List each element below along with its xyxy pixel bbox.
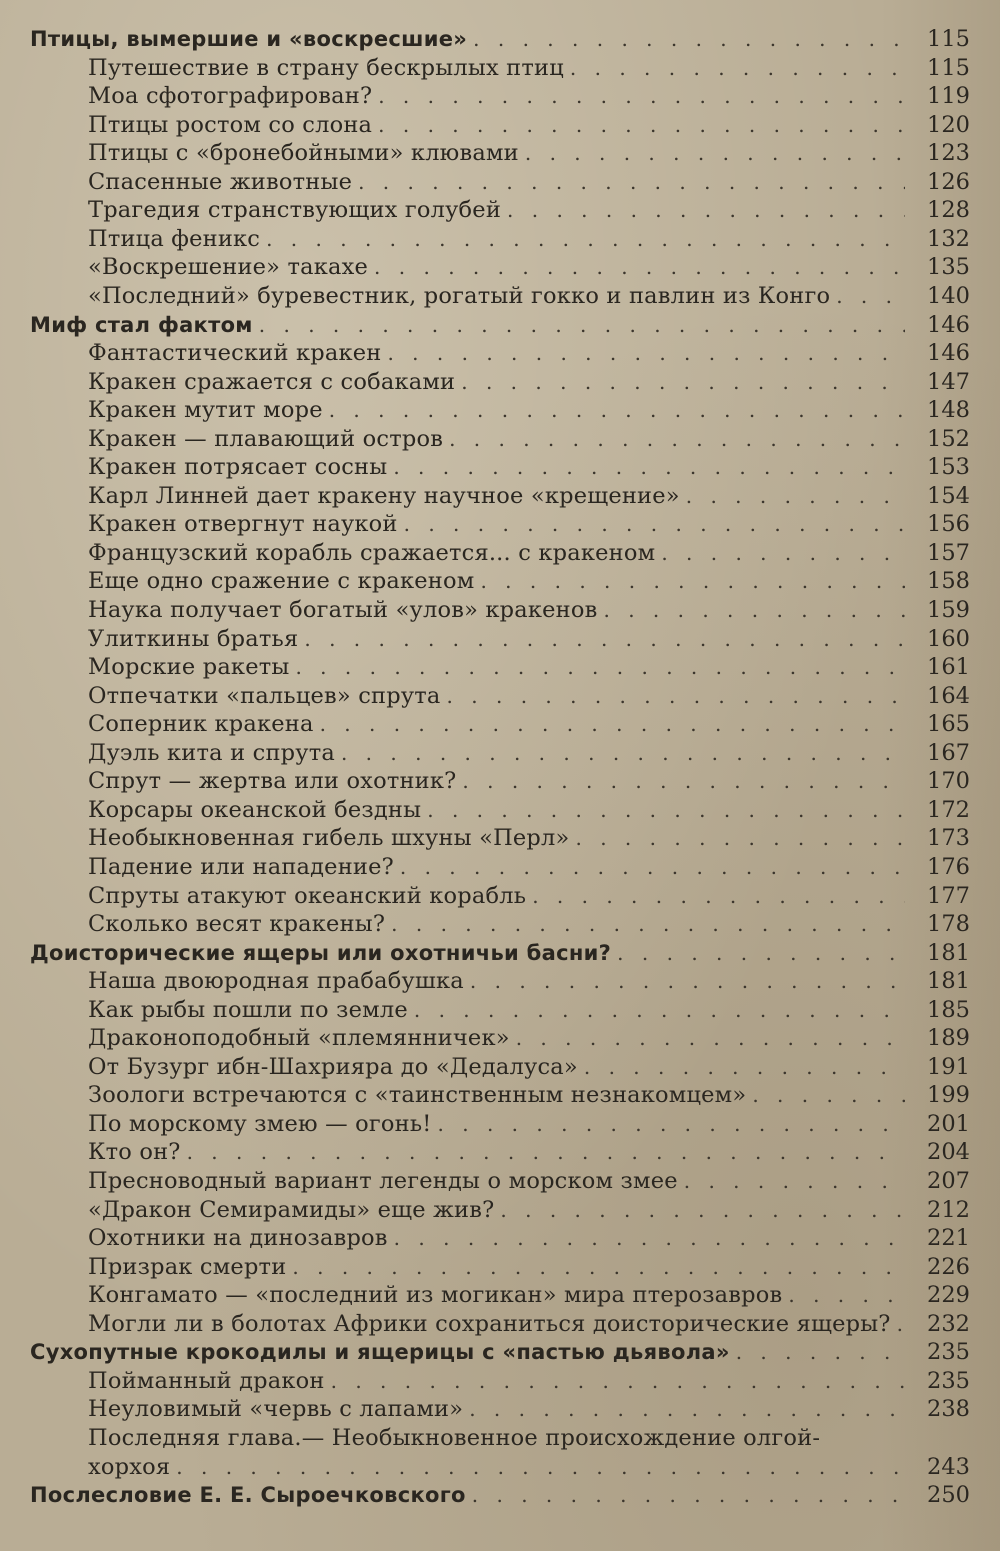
toc-entry — [0, 1053, 1000, 1081]
toc-entry — [0, 767, 1000, 795]
toc-entry-title: Кракен потрясает сосны — [88, 454, 388, 481]
toc-entry — [0, 1253, 1000, 1281]
dot-leader — [836, 282, 905, 310]
toc-entry-title: Морские ракеты — [88, 654, 290, 681]
dot-leader — [507, 196, 905, 224]
toc-page-number: 232 — [927, 1310, 970, 1337]
toc-page-number: 156 — [927, 511, 970, 538]
toc-entry — [0, 1167, 1000, 1195]
toc-chapter — [0, 1338, 1000, 1366]
toc-entry — [0, 1024, 1000, 1052]
toc-page-number: 176 — [927, 853, 970, 880]
toc-entry — [0, 596, 1000, 624]
toc-entry-title: Могли ли в болотах Африки сохраниться доисторические ящеры? — [88, 1310, 891, 1337]
dot-leader — [500, 1196, 905, 1224]
toc-entry-title: Конгамато — «последний из могикан» мира птерозавров — [88, 1282, 783, 1309]
dot-leader — [404, 510, 905, 538]
toc-entry-title: Наша двоюродная прабабушка — [88, 968, 464, 995]
toc-page-number: 164 — [927, 682, 970, 709]
dot-leader — [661, 539, 905, 567]
toc-entry-title: Пойманный дракон — [88, 1367, 325, 1394]
toc-page-number: 147 — [927, 368, 970, 395]
toc-entry — [0, 625, 1000, 653]
toc-entry-title: Необыкновенная гибель шхуны «Перл» — [88, 825, 570, 852]
toc-page-number: 250 — [927, 1482, 970, 1509]
toc-page-number: 157 — [927, 539, 970, 566]
dot-leader — [684, 1167, 905, 1195]
toc-page-number: 135 — [927, 254, 970, 281]
toc-entry — [0, 682, 1000, 710]
toc-entry — [0, 282, 1000, 310]
dot-leader — [525, 139, 905, 167]
dot-leader — [391, 910, 905, 938]
dot-leader — [473, 25, 905, 53]
dot-leader — [447, 682, 905, 710]
toc-entry-title: Наука получает богатый «улов» кракенов — [88, 597, 598, 623]
toc-entry-title: Карл Линней дает кракену научное «крещение» — [88, 482, 680, 509]
toc-page-number: 235 — [927, 1339, 970, 1366]
toc-page-number: 181 — [927, 968, 970, 995]
toc-page-number: 160 — [927, 625, 970, 652]
toc-entry-title: хорхоя — [88, 1453, 171, 1480]
toc-page-number: 173 — [927, 825, 970, 852]
toc-entry-title: Улиткины братья — [88, 625, 299, 652]
toc-page-number: 167 — [927, 739, 970, 766]
toc-entry-title: Зоологи встречаются с «таинственным незнакомцем» — [88, 1082, 747, 1109]
toc-entry — [0, 82, 1000, 110]
dot-leader — [516, 1024, 905, 1052]
toc-page-number: 189 — [927, 1025, 970, 1052]
toc-entry — [0, 1395, 1000, 1423]
dot-leader — [603, 596, 905, 624]
toc-page-number: 159 — [927, 597, 970, 623]
toc-entry-title: Моа сфотографирован? — [88, 83, 373, 110]
dot-leader — [470, 967, 905, 995]
toc-entry — [0, 1224, 1000, 1252]
dot-leader — [292, 1253, 905, 1281]
toc-entry-title: «Воскрешение» такахе — [88, 254, 369, 281]
dot-leader — [374, 253, 905, 281]
toc-entry — [0, 482, 1000, 510]
dot-leader — [576, 824, 906, 852]
toc-page-number: 178 — [927, 911, 970, 938]
toc-entry-title: Пресноводный вариант легенды о морском змее — [88, 1168, 678, 1194]
toc-page-number: 199 — [927, 1082, 970, 1109]
dot-leader — [752, 1081, 905, 1109]
toc-entry — [0, 567, 1000, 595]
dot-leader — [295, 653, 905, 681]
toc-entry — [0, 339, 1000, 367]
dot-leader — [461, 368, 905, 396]
toc-page-number: 243 — [927, 1453, 970, 1480]
toc-page-number: 146 — [927, 340, 970, 367]
toc-page-number: 181 — [927, 939, 970, 966]
toc-entry-title: Драконоподобный «племянничек» — [88, 1025, 510, 1052]
dot-leader — [584, 1053, 905, 1081]
dot-leader — [394, 1224, 905, 1252]
toc-entry-title: Сколько весят кракены? — [88, 911, 386, 938]
toc-entry — [0, 1138, 1000, 1166]
dot-leader — [320, 710, 905, 738]
toc-entry-title: Как рыбы пошли по земле — [88, 996, 408, 1023]
toc-entry — [0, 453, 1000, 481]
toc-page-number: 123 — [927, 140, 970, 167]
toc-page-number: 153 — [927, 454, 970, 481]
toc-entry-title: Птица феникс — [88, 225, 261, 252]
toc-entry — [0, 653, 1000, 681]
toc-entry — [0, 168, 1000, 196]
toc-entry-title: Еще одно сражение с кракеном — [88, 568, 475, 595]
dot-leader — [736, 1338, 905, 1366]
toc-page-number: 120 — [927, 111, 970, 138]
toc-entry — [0, 1453, 1000, 1481]
dot-leader — [438, 1110, 905, 1138]
toc-chapter — [0, 1481, 1000, 1509]
toc-entry — [0, 396, 1000, 424]
toc-entry-title: Кракен сражается с собаками — [88, 368, 456, 395]
dot-leader — [358, 168, 905, 196]
toc-chapter — [0, 311, 1000, 339]
toc-entry — [0, 225, 1000, 253]
dot-leader — [617, 939, 905, 967]
toc-entry-title: Призрак смерти — [88, 1253, 287, 1280]
dot-leader — [259, 311, 905, 339]
dot-leader — [400, 853, 905, 881]
toc-page-number: 126 — [927, 168, 970, 195]
toc-entry-title: «Дракон Семирамиды» еще жив? — [88, 1196, 495, 1223]
toc-page-number: 146 — [927, 311, 970, 338]
toc-page-number: 191 — [927, 1053, 970, 1080]
toc-entry-title: Дуэль кита и спрута — [88, 739, 335, 766]
toc-page-number: 229 — [927, 1282, 970, 1309]
toc-page-number: 148 — [927, 397, 970, 424]
toc-entry — [0, 111, 1000, 139]
dot-leader — [329, 396, 905, 424]
toc-entry — [0, 824, 1000, 852]
toc-page-number: 154 — [927, 482, 970, 509]
toc-page-number: 238 — [927, 1396, 970, 1423]
toc-page-number: 177 — [927, 882, 970, 909]
dot-leader — [331, 1367, 905, 1395]
toc-entry-title: Сухопутные крокодилы и ящерицы с «пастью дьявола» — [30, 1340, 730, 1365]
toc-page-number: 115 — [927, 26, 970, 52]
toc-entry — [0, 882, 1000, 910]
toc-page-number: 204 — [927, 1139, 970, 1166]
dot-leader — [378, 111, 905, 139]
toc-page-number: 152 — [927, 425, 970, 452]
toc-entry-title: Птицы, вымершие и «воскресшие» — [30, 27, 468, 51]
toc-page-number: 207 — [927, 1168, 970, 1194]
toc-entry-title: «Последний» буревестник, рогатый гокко и павлин из Конго — [88, 282, 831, 309]
toc-entry — [0, 996, 1000, 1024]
toc-entry-title: Спруты атакуют океанский корабль — [88, 882, 527, 909]
toc-entry — [0, 710, 1000, 738]
toc-entry — [0, 539, 1000, 567]
dot-leader — [462, 767, 905, 795]
toc-page-number: 221 — [927, 1225, 970, 1252]
toc-entry-title: Охотники на динозавров — [88, 1225, 388, 1252]
toc-entry-title: Последняя глава.— Необыкновенное происхождение олгой- — [88, 1424, 821, 1451]
toc-entry — [0, 54, 1000, 82]
toc-entry — [0, 1424, 1000, 1452]
toc-entry-title: Отпечатки «пальцев» спрута — [88, 682, 441, 709]
toc-entry-title: Кракен отвергнут наукой — [88, 511, 398, 538]
dot-leader — [686, 482, 905, 510]
toc-page-number: 172 — [927, 796, 970, 823]
toc-page-number: 161 — [927, 654, 970, 681]
toc-page-number: 226 — [927, 1253, 970, 1280]
toc-entry-title: Доисторические ящеры или охотничьи басни? — [30, 940, 612, 965]
toc-entry — [0, 1110, 1000, 1138]
toc-entry — [0, 139, 1000, 167]
toc-entry-title: Спрут — жертва или охотник? — [88, 768, 457, 795]
toc-chapter — [0, 939, 1000, 967]
dot-leader — [427, 796, 905, 824]
toc-entry — [0, 368, 1000, 396]
toc-entry-title: Послесловие Е. Е. Сыроечковского — [30, 1483, 466, 1508]
toc-page-number: 170 — [927, 768, 970, 795]
dot-leader — [176, 1453, 905, 1481]
dot-leader — [341, 739, 905, 767]
toc-entry — [0, 739, 1000, 767]
toc-entry — [0, 967, 1000, 995]
toc-entry-title: Миф стал фактом — [30, 312, 253, 337]
toc-entry-title: Корсары океанской бездны — [88, 796, 422, 823]
toc-page-number: 201 — [927, 1110, 970, 1137]
toc-page-number: 165 — [927, 711, 970, 738]
toc-page-number: 115 — [927, 54, 970, 81]
toc-entry — [0, 853, 1000, 881]
toc-entry-title: От Бузург ибн-Шахрияра до «Дедалуса» — [88, 1053, 578, 1080]
dot-leader — [570, 54, 905, 82]
dot-leader — [378, 82, 905, 110]
toc-entry-title: Падение или нападение? — [88, 853, 394, 880]
toc-entry-title: Кракен мутит море — [88, 397, 323, 424]
toc-entry-title: Спасенные животные — [88, 168, 353, 195]
toc-entry — [0, 425, 1000, 453]
toc-page-number: 212 — [927, 1196, 970, 1223]
dot-leader — [532, 882, 905, 910]
toc-entry-title: Фантастический кракен — [88, 340, 382, 367]
toc-entry — [0, 196, 1000, 224]
dot-leader — [472, 1481, 905, 1509]
dot-leader — [414, 996, 905, 1024]
toc-entry-title: Неуловимый «червь с лапами» — [88, 1396, 464, 1423]
dot-leader — [480, 567, 905, 595]
toc-entry — [0, 510, 1000, 538]
toc-entry-title: Путешествие в страну бескрылых птиц — [88, 54, 564, 81]
toc-entry-title: Птицы ростом со слона — [88, 111, 373, 138]
toc-entry-title: Соперник кракена — [88, 711, 314, 738]
dot-leader — [788, 1281, 905, 1309]
dot-leader — [449, 425, 905, 453]
toc-page-number: 128 — [927, 197, 970, 224]
dot-leader — [393, 453, 905, 481]
toc-entry — [0, 253, 1000, 281]
toc-entry-title: Птицы с «бронебойными» клювами — [88, 140, 519, 167]
dot-leader — [187, 1138, 905, 1166]
toc-entry — [0, 1196, 1000, 1224]
toc-entry — [0, 1281, 1000, 1309]
toc-entry — [0, 1367, 1000, 1395]
toc-entry — [0, 910, 1000, 938]
toc-page-number: 140 — [927, 282, 970, 309]
toc-entry-title: Трагедия странствующих голубей — [88, 197, 502, 224]
dot-leader — [304, 625, 905, 653]
toc-page-number: 158 — [927, 568, 970, 595]
toc-chapter — [0, 25, 1000, 53]
toc-entry-title: Французский корабль сражается... с кракеном — [88, 539, 656, 566]
dot-leader — [469, 1395, 905, 1423]
toc-entry — [0, 1081, 1000, 1109]
dot-leader — [266, 225, 905, 253]
toc-entry-title: По морскому змею — огонь! — [88, 1110, 432, 1137]
toc-entry — [0, 796, 1000, 824]
toc-page-number: 235 — [927, 1367, 970, 1394]
toc-page-number: 185 — [927, 996, 970, 1023]
toc-entry-title: Кракен — плавающий остров — [88, 425, 444, 452]
dot-leader — [387, 339, 905, 367]
toc-page-number: 119 — [927, 83, 970, 110]
toc-entry — [0, 1310, 1000, 1338]
toc-entry-title: Кто он? — [88, 1139, 181, 1166]
toc-page-number: 132 — [927, 225, 970, 252]
